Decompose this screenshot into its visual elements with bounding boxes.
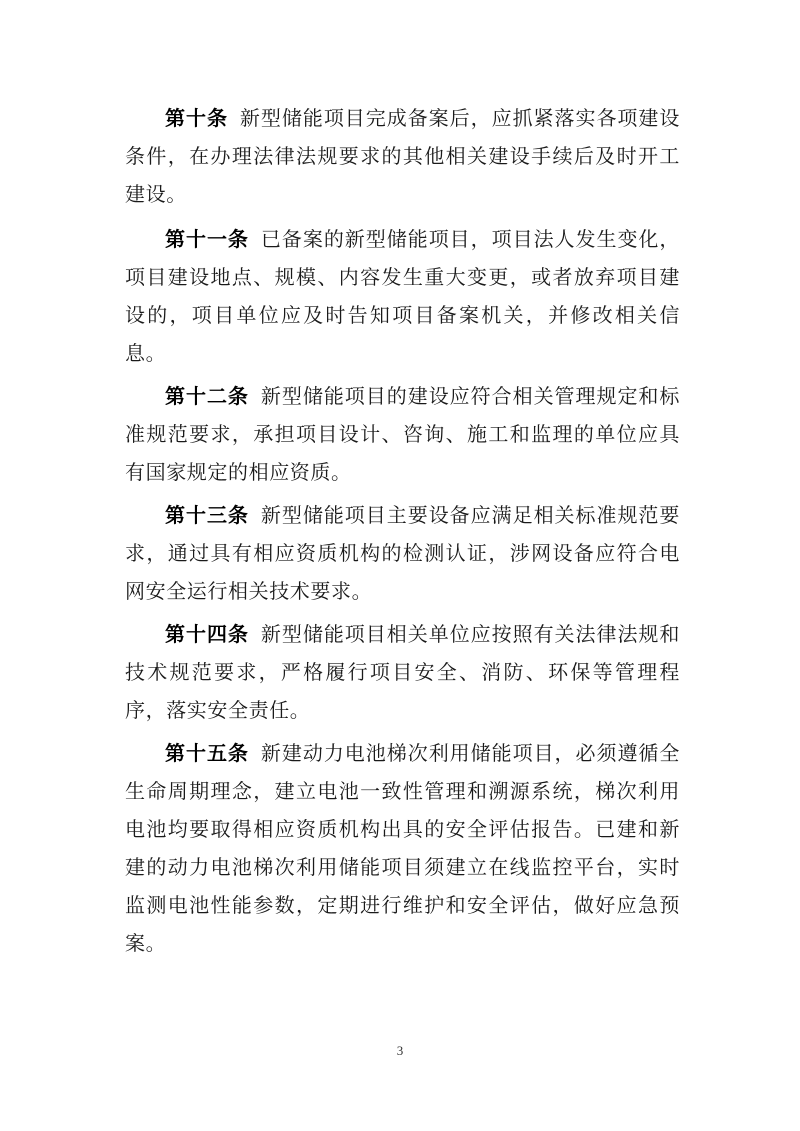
document-body [125, 99, 680, 967]
article-10 [125, 99, 680, 213]
article-text: 新型储能项目的建设应符合相关管理规定和标准规范要求，承担项目设计、咨询、施工和监理的单位应具有国家规定的相应资质。 [125, 384, 681, 484]
article-13 [125, 496, 680, 610]
article-heading: 第十三条 [165, 503, 249, 527]
article-heading: 第十四条 [165, 622, 249, 646]
article-text: 已备案的新型储能项目，项目法人发生变化，项目建设地点、规模、内容发生重大变更，或者放弃项目建设的，项目单位应及时告知项目备案机关，并修改相关信息。 [125, 227, 681, 365]
article-14 [125, 615, 680, 729]
article-text: 新型储能项目主要设备应满足相关标准规范要求，通过具有相应资质机构的检测认证，涉网设备应符合电网安全运行相关技术要求。 [125, 503, 681, 603]
article-text: 新型储能项目完成备案后，应抓紧落实各项建设条件，在办理法律法规要求的其他相关建设手续后及时开工建设。 [125, 106, 680, 206]
article-11 [125, 220, 680, 372]
article-heading: 第十五条 [165, 741, 249, 765]
article-heading: 第十一条 [165, 227, 249, 251]
article-15 [125, 734, 680, 962]
article-heading: 第十条 [165, 106, 228, 130]
article-12 [125, 377, 680, 491]
article-heading: 第十二条 [165, 384, 249, 408]
page-number: 3 [396, 1043, 404, 1058]
article-text: 新型储能项目相关单位应按照有关法律法规和技术规范要求，严格履行项目安全、消防、环保等管理程序，落实安全责任。 [125, 622, 681, 722]
article-text: 新建动力电池梯次利用储能项目，必须遵循全生命周期理念，建立电池一致性管理和溯源系统，梯次利用电池均要取得相应资质机构出具的安全评估报告。已建和新建的动力电池梯次利用储能项目须建立在线监控平台，实时监测电池性能参数，定期进行维护和安全评估，做好应急预案。 [125, 741, 681, 955]
